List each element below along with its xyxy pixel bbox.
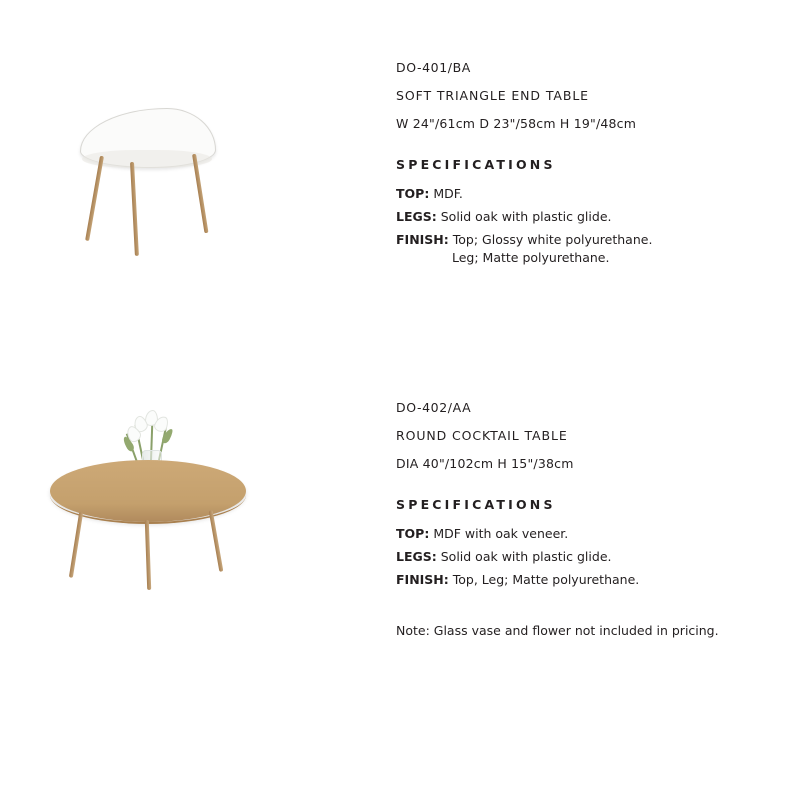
specifications-heading: SPECIFICATIONS <box>396 497 556 512</box>
spec-row-top <box>396 185 800 203</box>
spec-label-legs: LEGS: <box>396 549 437 565</box>
spec-value-finish-continuation: Leg; Matte polyurethane. <box>452 250 610 266</box>
spec-row-legs <box>396 548 800 566</box>
product-entry-2 <box>0 400 800 640</box>
table-leg-middle <box>130 162 139 256</box>
spec-value-top: MDF with oak veneer. <box>433 526 569 541</box>
round-cocktail-table-illustration <box>50 430 310 630</box>
spec-label-finish: FINISH: <box>396 572 449 588</box>
soft-triangle-end-table-illustration <box>80 108 260 278</box>
spec-label-top: TOP: <box>396 526 430 541</box>
table-leg-right <box>209 510 224 572</box>
product-name: SOFT TRIANGLE END TABLE <box>396 88 589 103</box>
spec-value-finish: Top, Leg; Matte polyurethane. <box>452 572 640 588</box>
spec-row-finish <box>396 571 800 589</box>
table-leg-left <box>85 156 104 241</box>
product-image-2 <box>0 400 390 640</box>
spec-row-legs <box>396 208 800 226</box>
table-leg-center <box>145 520 151 590</box>
product-code: DO-401/BA <box>396 60 471 75</box>
product-image-1 <box>0 60 390 273</box>
table-leg-right <box>192 154 208 234</box>
spec-value-legs: Solid oak with plastic glide. <box>440 549 612 565</box>
spec-label-legs: LEGS: <box>396 209 437 225</box>
table-leg-left <box>69 512 83 578</box>
spec-row-finish <box>396 231 800 267</box>
spec-label-top: TOP: <box>396 186 430 201</box>
spec-value-finish: Top; Glossy white polyurethane. <box>452 232 653 248</box>
product-code: DO-402/AA <box>396 400 472 415</box>
pricing-note: Note: Glass vase and flower not included in pricing. <box>396 623 719 639</box>
product-details-1 <box>390 60 800 273</box>
specifications-heading: SPECIFICATIONS <box>396 157 556 172</box>
spec-label-finish: FINISH: <box>396 232 449 248</box>
product-entry-1 <box>0 60 800 273</box>
product-dimensions: DIA 40"/102cm H 15"/38cm <box>396 456 574 471</box>
product-name: ROUND COCKTAIL TABLE <box>396 428 568 443</box>
spec-row-top <box>396 525 800 543</box>
product-details-2 <box>390 400 800 640</box>
spec-value-top: MDF. <box>433 186 463 201</box>
spec-value-legs: Solid oak with plastic glide. <box>440 209 612 225</box>
product-dimensions: W 24"/61cm D 23"/58cm H 19"/48cm <box>396 116 637 131</box>
